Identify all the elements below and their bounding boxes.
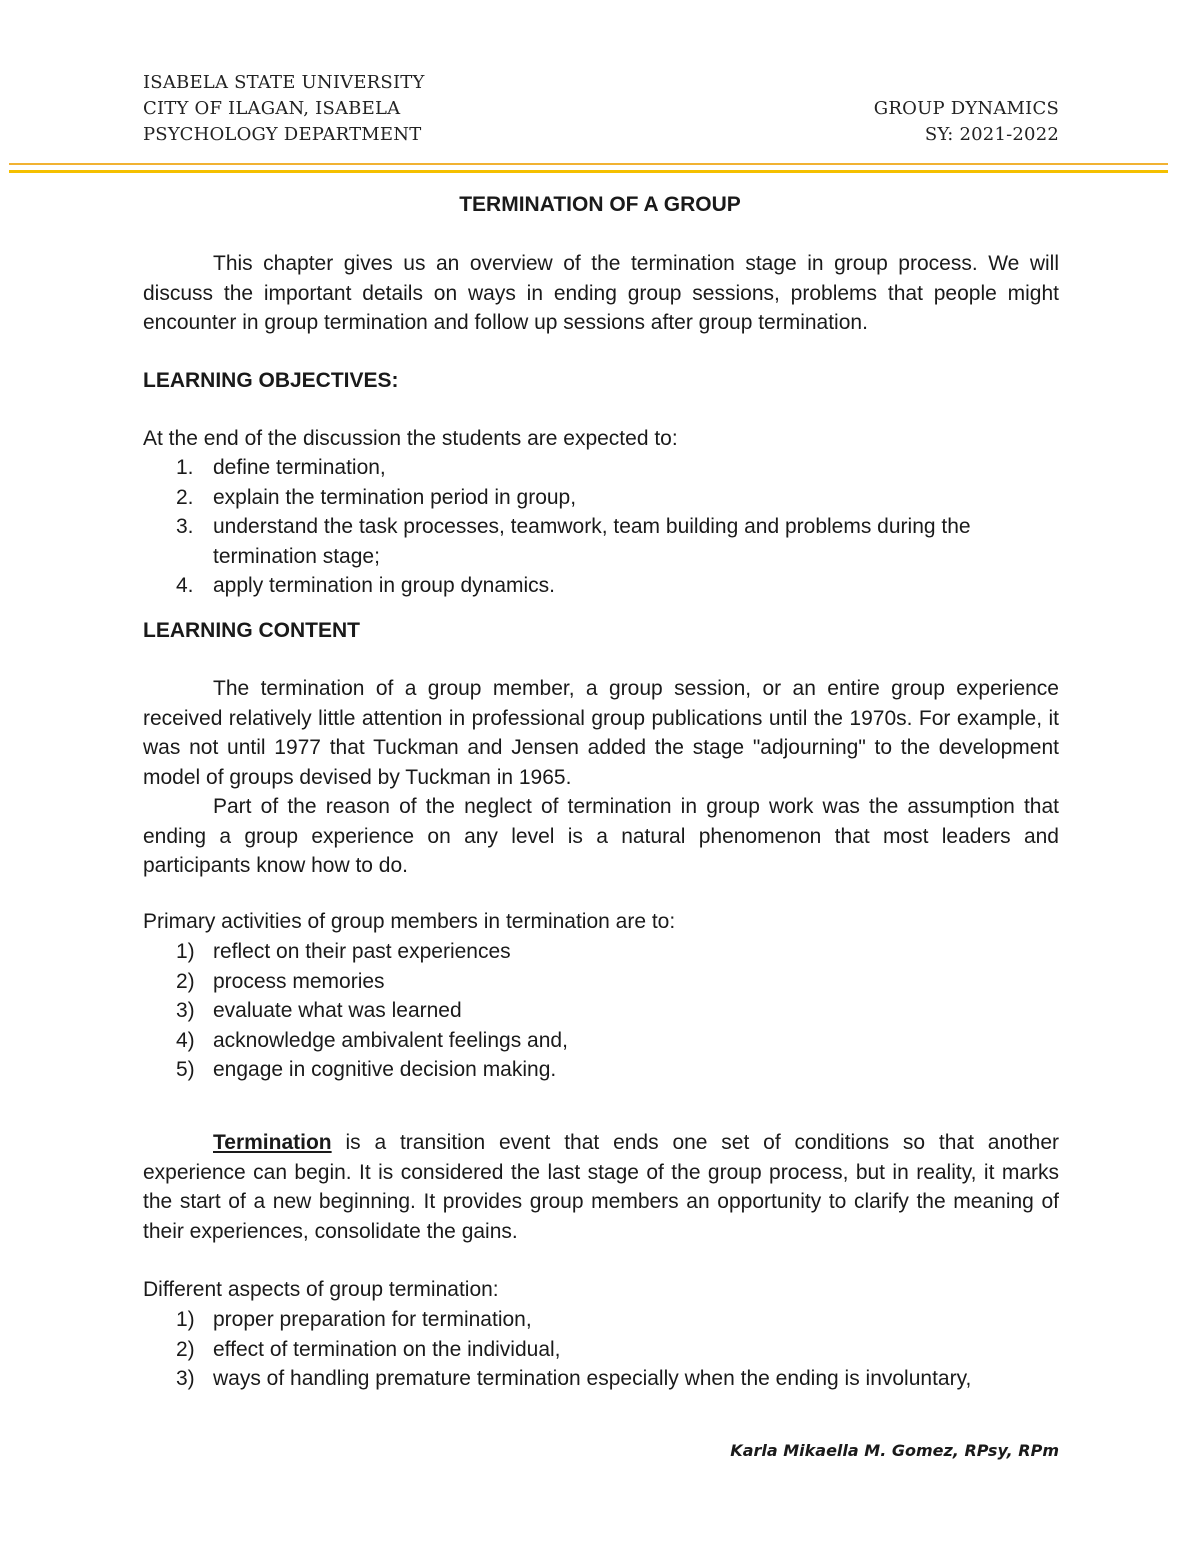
- header-university: ISABELA STATE UNIVERSITY: [143, 72, 425, 93]
- list-item: 3. understand the task processes, teamwork, team building and problems during the termination stage;: [176, 515, 971, 568]
- aspects-list: [143, 1305, 1059, 1394]
- list-item: 4) acknowledge ambivalent feelings and,: [176, 1028, 568, 1052]
- header-institution: [143, 70, 425, 148]
- content-paragraph-2: Part of the reason of the neglect of termination in group work was the assumption that ending a group experience on any level is a natural phenomenon that most leaders and participants know how to do.: [143, 795, 1059, 877]
- list-item: 5) engage in cognitive decision making.: [176, 1058, 557, 1081]
- header-city: CITY OF ILAGAN, ISABELA: [143, 98, 401, 119]
- header-school-year: SY: 2021-2022: [924, 124, 1059, 145]
- objectives-lead: At the end of the discussion the students are expected to:: [143, 427, 678, 450]
- termination-definition: [143, 1128, 1059, 1246]
- list-item: 2) process memories: [176, 969, 385, 993]
- content-paragraph-1: The termination of a group member, a group session, or an entire group experience received relatively little attention in professional group publications until the 1970s. For example, it was not until 1977 that Tuckman and Jensen added the stage "adjourning" to the development model of groups devised by Tuckman in 1965.: [143, 677, 1059, 789]
- page-title: TERMINATION OF A GROUP: [459, 193, 741, 216]
- header-divider-bottom: [9, 170, 1168, 173]
- intro-paragraph: This chapter gives us an overview of the termination stage in group process. We will discuss the important details on ways in ending group sessions, problems that people might encounter in group termination and follow up sessions after group termination.: [143, 252, 1059, 334]
- header-course-name: GROUP DYNAMICS: [873, 98, 1059, 119]
- header-department: PSYCHOLOGY DEPARTMENT: [143, 124, 422, 145]
- activities-lead: Primary activities of group members in termination are to:: [143, 910, 676, 933]
- aspects-lead: Different aspects of group termination:: [143, 1278, 499, 1301]
- termination-definition-text: is a transition event that ends one set of conditions so that another experience can begin. It is considered the last stage of the group process, but in reality, it marks the start of a new beginning. It provides group members an opportunity to clarify the meaning of their experiences, consolidate the gains.: [143, 1131, 1059, 1243]
- content-heading: LEARNING CONTENT: [143, 619, 360, 642]
- activities-list: [143, 937, 1059, 1085]
- header-course: [874, 96, 1059, 148]
- list-item: 1. define termination,: [176, 456, 386, 479]
- list-item: 2) effect of termination on the individual,: [176, 1337, 561, 1361]
- list-item: 2. explain the termination period in group,: [176, 485, 577, 509]
- objectives-heading: LEARNING OBJECTIVES:: [143, 369, 399, 392]
- objectives-list: [143, 453, 1059, 601]
- list-item: 1) reflect on their past experiences: [176, 940, 511, 963]
- footer-author: Karla Mikaella M. Gomez, RPsy, RPm: [730, 1441, 1059, 1460]
- list-item: 3) ways of handling premature termination especially when the ending is involuntary,: [176, 1367, 972, 1390]
- header-divider-top: [9, 163, 1168, 165]
- list-item: 3) evaluate what was learned: [176, 999, 462, 1022]
- list-item: 1) proper preparation for termination,: [176, 1308, 532, 1331]
- termination-term: Termination: [213, 1131, 332, 1154]
- list-item: 4. apply termination in group dynamics.: [176, 574, 556, 597]
